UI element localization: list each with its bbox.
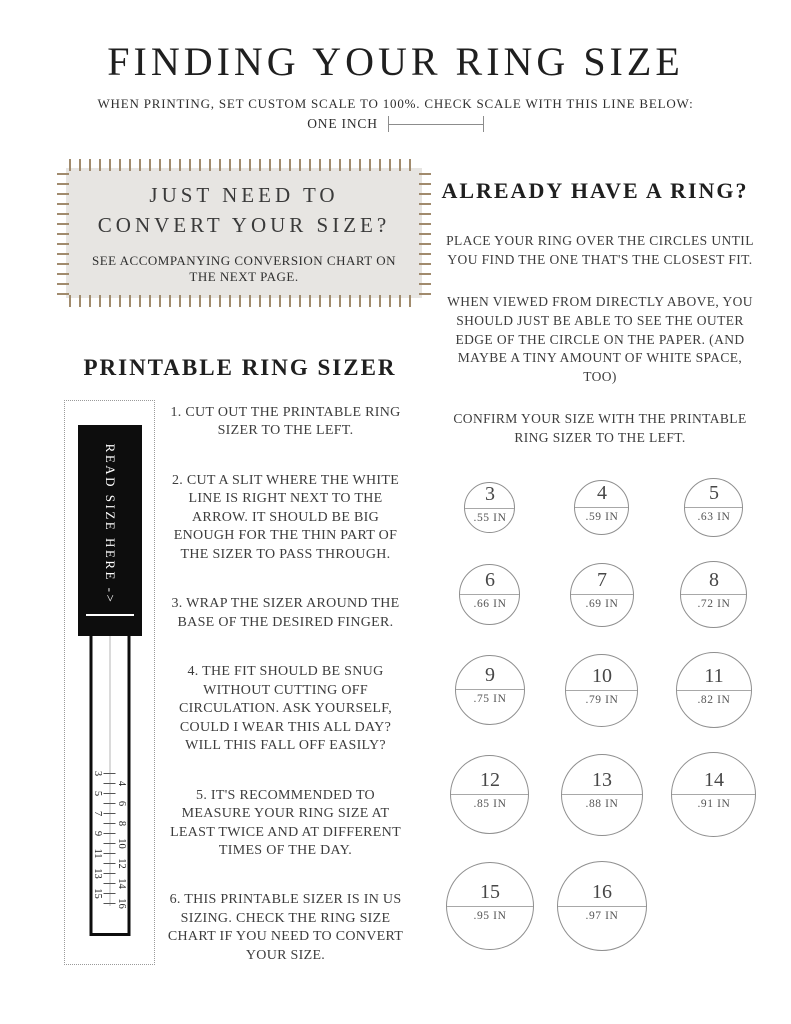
ruler-tick	[104, 853, 116, 854]
circle-measure-label: .85 IN	[473, 798, 507, 810]
circle-bottom-half	[451, 795, 528, 833]
ring-circle	[561, 754, 643, 836]
printable-ring-sizer-cutout	[64, 400, 155, 965]
circle-top-half	[681, 562, 746, 594]
ruler-tick	[104, 823, 116, 824]
stitch-border-top	[69, 159, 419, 171]
ring-circle-cell	[658, 561, 770, 628]
circle-measure-label: .95 IN	[473, 909, 507, 922]
slit-cut-line	[86, 614, 135, 616]
circle-measure-label: .55 IN	[473, 511, 507, 524]
ruler-number: 5	[92, 790, 103, 797]
ruler-number: 6	[116, 800, 127, 807]
circle-bottom-half	[571, 595, 633, 626]
ring-circle	[680, 561, 747, 628]
ruler-number: 4	[116, 780, 127, 787]
circle-size-number: 12	[479, 769, 500, 791]
ring-circle-cell	[658, 478, 770, 537]
read-size-here-box	[78, 425, 142, 636]
circle-size-number: 13	[591, 769, 612, 791]
ruler-number: 12	[116, 858, 127, 869]
circle-bottom-half	[558, 907, 646, 951]
circle-top-half	[456, 656, 524, 689]
ring-circle	[557, 861, 647, 951]
ring-check-paragraph: PLACE YOUR RING OVER THE CIRCLES UNTIL YOU FIND THE ONE THAT'S THE CLOSEST FIT.	[446, 233, 754, 267]
ring-circle-cell	[434, 564, 546, 625]
convert-heading: JUST NEED TO CONVERT YOUR SIZE?	[97, 182, 391, 238]
ring-circle	[455, 655, 525, 725]
circle-measure-label: .82 IN	[697, 693, 731, 706]
ruler-tick	[104, 793, 116, 794]
ring-check-paragraph: WHEN VIEWED FROM DIRECTLY ABOVE, YOU SHOULD JUST BE ABLE TO SEE THE OUTER EDGE OF THE CIRCLE ON THE PAPER. (AND MAYBE A TINY AMOUNT OF WHITE SPACE, TOO)	[447, 293, 753, 385]
circle-top-half	[575, 481, 628, 507]
one-inch-check	[0, 116, 791, 132]
ring-size-circles-grid	[434, 478, 770, 951]
ruler-tick	[104, 863, 116, 864]
ruler-tick	[104, 783, 116, 784]
ring-circle	[570, 563, 634, 627]
circle-size-number: 3	[484, 482, 495, 505]
ruler-tick	[104, 813, 116, 814]
circle-size-number: 14	[703, 769, 724, 791]
sizer-instructions	[163, 404, 408, 965]
ruler-tick	[104, 843, 116, 844]
circle-measure-label: .66 IN	[473, 597, 507, 610]
circle-bottom-half	[566, 691, 637, 726]
circle-top-half	[677, 653, 751, 690]
ring-circle-cell	[546, 654, 658, 727]
one-inch-label: ONE INCH	[307, 116, 378, 131]
instruction-step: 2. CUT A SLIT WHERE THE WHITE LINE IS RIGHT NEXT TO THE ARROW. IT SHOULD BE BIG ENOUGH FOR THE THIN PART OF THE SIZER TO PASS THROUGH.	[171, 472, 400, 562]
ruler-tick	[104, 903, 116, 904]
ring-circle	[446, 862, 534, 950]
ring-circle-cell	[434, 862, 546, 950]
instruction-step: 5. IT'S RECOMMENDED TO MEASURE YOUR RING SIZE AT LEAST TWICE AND AT DIFFERENT TIMES OF THE DAY.	[170, 787, 401, 858]
ring-circle-cell	[546, 754, 658, 836]
already-have-ring-heading: ALREADY HAVE A RING?	[441, 178, 749, 203]
ring-circle-cell	[546, 861, 658, 951]
ring-circle-cell	[658, 752, 770, 837]
one-inch-ruler-line	[388, 116, 484, 132]
circle-top-half	[465, 483, 514, 508]
ruler-number: 13	[92, 868, 103, 879]
circle-size-number: 10	[591, 664, 612, 687]
ring-circle	[684, 478, 743, 537]
sizer-strip-centerline	[110, 636, 111, 906]
ring-circle	[565, 654, 638, 727]
circle-top-half	[566, 655, 637, 690]
stitch-border-bottom	[69, 295, 419, 307]
circle-size-number: 4	[596, 481, 607, 504]
instruction-step: 1. CUT OUT THE PRINTABLE RING SIZER TO THE LEFT.	[170, 405, 401, 439]
ring-circle-cell	[546, 563, 658, 627]
ruler-number: 7	[92, 810, 103, 817]
ring-circle-cell	[658, 652, 770, 728]
ring-circle-cell	[546, 480, 658, 535]
circle-size-number: 8	[708, 568, 719, 591]
ring-check-paragraphs	[440, 232, 760, 448]
instruction-step: 6. THIS PRINTABLE SIZER IS IN US SIZING. CHECK THE RING SIZE CHART IF YOU NEED TO CONVERT YOUR SIZE.	[167, 892, 404, 963]
ring-circle	[676, 652, 752, 728]
circle-bottom-half	[562, 795, 642, 835]
circle-measure-label: .69 IN	[585, 597, 619, 610]
circle-top-half	[460, 565, 519, 594]
ring-circle-cell	[434, 755, 546, 834]
circle-bottom-half	[460, 595, 519, 624]
ring-check-paragraph: CONFIRM YOUR SIZE WITH THE PRINTABLE RING SIZER TO THE LEFT.	[453, 411, 747, 446]
circle-measure-label: .88 IN	[585, 798, 619, 810]
circle-size-number: 15	[479, 880, 500, 903]
ruler-tick	[104, 833, 116, 834]
circle-bottom-half	[685, 508, 742, 536]
circle-size-number: 11	[704, 664, 724, 687]
ring-circle	[671, 752, 756, 837]
circle-bottom-half	[447, 907, 533, 950]
ruler-number: 9	[92, 830, 103, 837]
ruler-number: 3	[92, 770, 103, 777]
stitch-border-left	[57, 171, 69, 295]
ring-circle	[459, 564, 520, 625]
circle-top-half	[672, 753, 755, 794]
ruler-number: 16	[116, 898, 127, 909]
ruler-tick	[104, 893, 116, 894]
circle-measure-label: .59 IN	[585, 510, 619, 523]
instruction-step: 3. WRAP THE SIZER AROUND THE BASE OF THE DESIRED FINGER.	[171, 596, 400, 630]
circle-measure-label: .72 IN	[697, 597, 731, 610]
ruler-number: 8	[116, 820, 127, 827]
ruler-number: 11	[92, 848, 103, 859]
convert-body: SEE ACCOMPANYING CONVERSION CHART ON THE NEXT PAGE.	[92, 252, 396, 285]
circle-measure-label: .63 IN	[697, 510, 731, 523]
ruler-tick	[104, 883, 116, 884]
ring-circle	[574, 480, 629, 535]
printable-sizer-heading: PRINTABLE RING SIZER	[83, 355, 397, 380]
ruler-tick	[104, 803, 116, 804]
circle-top-half	[562, 755, 642, 795]
circle-size-number: 7	[596, 568, 607, 591]
circle-measure-label: .75 IN	[473, 693, 507, 706]
print-scale-note: WHEN PRINTING, SET CUSTOM SCALE TO 100%. CHECK SCALE WITH THIS LINE BELOW:	[97, 96, 694, 111]
circle-bottom-half	[465, 509, 514, 533]
circle-measure-label: .97 IN	[585, 909, 619, 922]
circle-measure-label: .79 IN	[585, 693, 619, 706]
sizer-strip	[89, 636, 130, 936]
circle-size-number: 5	[708, 481, 719, 504]
ruler-number: 10	[116, 838, 127, 849]
circle-bottom-half	[677, 691, 751, 728]
circle-bottom-half	[456, 690, 524, 724]
circle-measure-label: .91 IN	[697, 798, 731, 810]
ruler-number: 15	[92, 888, 103, 899]
ruler-tick	[104, 873, 116, 874]
circle-bottom-half	[575, 508, 628, 534]
ruler-line-stroke	[389, 124, 483, 125]
circle-bottom-half	[672, 795, 755, 836]
circle-size-number: 16	[591, 880, 612, 903]
page-title: FINDING YOUR RING SIZE	[107, 39, 684, 84]
circle-top-half	[451, 756, 528, 794]
circle-top-half	[685, 479, 742, 507]
circle-bottom-half	[681, 595, 746, 627]
circle-top-half	[558, 862, 646, 906]
ring-circle-cell	[434, 655, 546, 725]
circle-size-number: 6	[484, 568, 495, 591]
convert-size-callout	[66, 168, 422, 298]
circle-top-half	[571, 564, 633, 594]
ring-circle	[450, 755, 529, 834]
read-size-here-label: READ SIZE HERE ->	[103, 443, 118, 605]
circle-size-number: 9	[484, 664, 495, 687]
ruler-number: 14	[116, 878, 127, 889]
instruction-step: 4. THE FIT SHOULD BE SNUG WITHOUT CUTTING OFF CIRCULATION. ASK YOURSELF, COULD I WEAR THIS ALL DAY? WILL THIS FALL OFF EASILY?	[178, 664, 393, 754]
circle-top-half	[447, 863, 533, 906]
ring-circle-cell	[434, 482, 546, 533]
ruler-tick	[104, 773, 116, 774]
ring-circle	[464, 482, 515, 533]
